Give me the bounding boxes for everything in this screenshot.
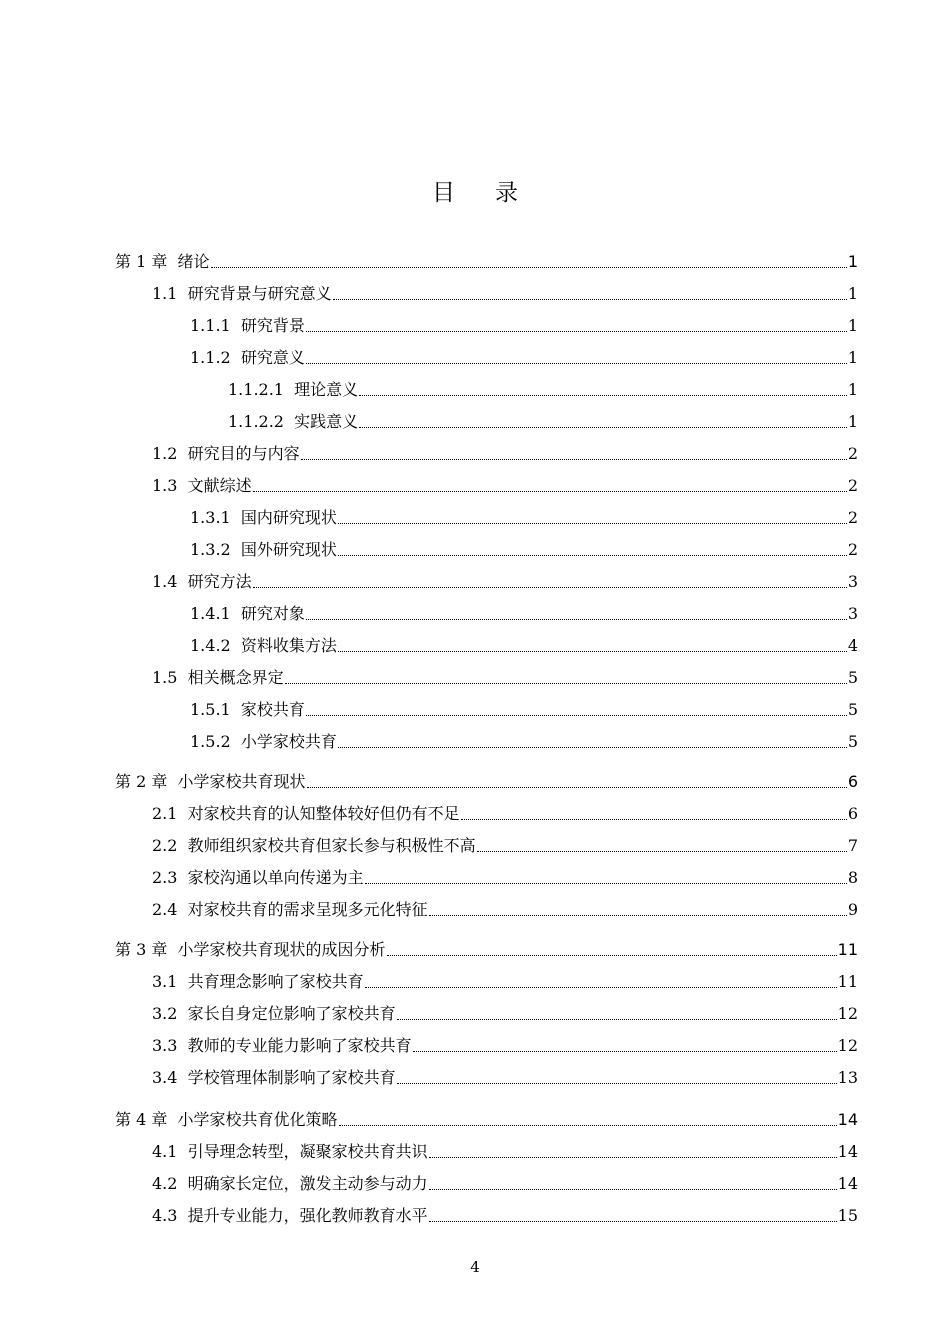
dot-leader	[333, 299, 847, 300]
toc-entry-page: 9	[847, 900, 858, 919]
toc-entry[interactable]	[152, 1140, 858, 1164]
dot-leader	[307, 787, 847, 788]
toc-entry[interactable]	[152, 1204, 858, 1228]
dot-leader	[359, 427, 847, 428]
toc-entry-page: 3	[847, 572, 858, 591]
toc-entry-page: 4	[847, 636, 858, 655]
toc-entry-number: 2.4	[152, 900, 188, 919]
dot-leader	[397, 1083, 837, 1084]
dot-leader	[365, 883, 847, 884]
toc-entry-page: 11	[837, 972, 858, 991]
toc-entry-page: 1	[847, 380, 858, 399]
toc-entry-number: 4.1	[152, 1142, 188, 1161]
toc-entry-label: 引导理念转型，凝聚家校共育共识	[187, 1142, 428, 1161]
toc-entry-page: 6	[847, 772, 858, 791]
toc-entry-page: 7	[847, 836, 858, 855]
toc-entry-page: 1	[847, 252, 858, 271]
toc-entry[interactable]	[190, 314, 858, 338]
toc-entry[interactable]	[152, 834, 858, 858]
toc-chapter-entry[interactable]	[115, 1108, 858, 1132]
toc-entry-label: 资料收集方法	[240, 636, 337, 655]
toc-entry-label: 实践意义	[294, 412, 359, 431]
toc-entry[interactable]	[152, 570, 858, 594]
toc-entry-label: 研究方法	[187, 572, 252, 591]
toc-entry[interactable]	[228, 410, 858, 434]
dot-leader	[211, 267, 847, 268]
toc-entry-number: 第 2 章	[115, 772, 178, 791]
dot-leader	[285, 683, 847, 684]
toc-entry-number: 1.3	[152, 476, 188, 495]
toc-entry-number: 1.3.2	[190, 540, 241, 559]
toc-entry[interactable]	[152, 666, 858, 690]
toc-entry-page: 2	[847, 444, 858, 463]
toc-entry[interactable]	[152, 1002, 858, 1026]
toc-entry-number: 3.2	[152, 1004, 188, 1023]
dot-leader	[253, 587, 847, 588]
toc-entry-label: 研究对象	[240, 604, 305, 623]
toc-entry-label: 绪论	[177, 252, 210, 271]
toc-entry[interactable]	[152, 474, 858, 498]
dot-leader	[429, 915, 847, 916]
toc-entry-page: 3	[847, 604, 858, 623]
dot-leader	[387, 955, 837, 956]
toc-entry-number: 1.1.2.2	[228, 412, 295, 431]
toc-entry-label: 研究目的与内容	[187, 444, 300, 463]
dot-leader	[306, 619, 847, 620]
dot-leader	[413, 1051, 837, 1052]
toc-entry-page: 2	[847, 508, 858, 527]
toc-entry[interactable]	[190, 506, 858, 530]
toc-entry[interactable]	[190, 602, 858, 626]
dot-leader	[306, 331, 847, 332]
toc-entry-label: 研究意义	[240, 348, 305, 367]
toc-entry-label: 理论意义	[294, 380, 359, 399]
toc-chapter-entry[interactable]	[115, 938, 858, 962]
toc-entry-page: 13	[837, 1068, 858, 1087]
toc-entry-page: 12	[837, 1004, 858, 1023]
dot-leader	[461, 819, 847, 820]
toc-entry-number: 第 4 章	[115, 1110, 178, 1129]
toc-entry-number: 第 1 章	[115, 252, 178, 271]
toc-entry-page: 12	[837, 1036, 858, 1055]
toc-entry-label: 共育理念影响了家校共育	[187, 972, 364, 991]
toc-entry-number: 2.1	[152, 804, 188, 823]
toc-entry-page: 14	[837, 1174, 858, 1193]
toc-entry-label: 提升专业能力，强化教师教育水平	[187, 1206, 428, 1225]
toc-entry-number: 3.1	[152, 972, 188, 991]
toc-entry[interactable]	[190, 730, 858, 754]
toc-entry-label: 小学家校共育优化策略	[177, 1110, 338, 1129]
dot-leader	[397, 1019, 837, 1020]
dot-leader	[338, 523, 847, 524]
toc-entry-number: 1.5.2	[190, 732, 241, 751]
toc-entry-page: 5	[847, 732, 858, 751]
dot-leader	[338, 747, 847, 748]
dot-leader	[429, 1221, 837, 1222]
toc-entry-label: 教师的专业能力影响了家校共育	[187, 1036, 412, 1055]
dot-leader	[429, 1189, 837, 1190]
toc-entry-page: 1	[847, 412, 858, 431]
toc-entry[interactable]	[152, 802, 858, 826]
toc-entry[interactable]	[152, 970, 858, 994]
toc-entry-label: 小学家校共育现状	[177, 772, 306, 791]
toc-entry-number: 1.1.2.1	[228, 380, 295, 399]
page-title	[0, 176, 950, 210]
dot-leader	[429, 1157, 837, 1158]
dot-leader	[306, 363, 847, 364]
toc-entry-label: 家长自身定位影响了家校共育	[187, 1004, 396, 1023]
toc-entry-page: 8	[847, 868, 858, 887]
page-number: 4	[470, 1258, 480, 1276]
toc-entry-page: 14	[837, 1110, 858, 1129]
toc-entry-label: 国外研究现状	[240, 540, 337, 559]
dot-leader	[301, 459, 847, 460]
toc-entry-number: 第 3 章	[115, 940, 178, 959]
toc-entry[interactable]	[152, 1066, 858, 1090]
toc-entry-label: 小学家校共育现状的成因分析	[177, 940, 386, 959]
toc-entry-number: 1.1.2	[190, 348, 241, 367]
toc-entry-label: 学校管理体制影响了家校共育	[187, 1068, 396, 1087]
toc-entry-number: 4.2	[152, 1174, 188, 1193]
toc-entry-label: 教师组织家校共育但家长参与积极性不高	[187, 836, 476, 855]
toc-entry-number: 1.5	[152, 668, 188, 687]
toc-entry-label: 对家校共育的需求呈现多元化特征	[187, 900, 428, 919]
title-char-left: 目	[432, 180, 455, 206]
toc-entry-page: 14	[837, 1142, 858, 1161]
toc-entry-number: 3.3	[152, 1036, 188, 1055]
toc-entry-page: 1	[847, 284, 858, 303]
toc-entry-label: 家校沟通以单向传递为主	[187, 868, 364, 887]
toc-entry[interactable]	[152, 866, 858, 890]
toc-entry-number: 1.1.1	[190, 316, 241, 335]
toc-entry[interactable]	[152, 442, 858, 466]
toc-entry[interactable]	[152, 1172, 858, 1196]
title-char-right: 录	[495, 180, 518, 206]
toc-entry-page: 6	[847, 804, 858, 823]
toc-entry-page: 2	[847, 540, 858, 559]
toc-entry-page: 15	[837, 1206, 858, 1225]
dot-leader	[365, 987, 837, 988]
toc-entry-number: 1.4	[152, 572, 188, 591]
toc-entry[interactable]	[190, 698, 858, 722]
toc-entry[interactable]	[228, 378, 858, 402]
toc-entry-number: 4.3	[152, 1206, 188, 1225]
toc-entry-label: 对家校共育的认知整体较好但仍有不足	[187, 804, 460, 823]
toc-entry-page: 5	[847, 668, 858, 687]
toc-entry-number: 2.3	[152, 868, 188, 887]
toc-entry-page: 11	[837, 940, 858, 959]
toc-entry-label: 家校共育	[240, 700, 305, 719]
toc-entry[interactable]	[152, 282, 858, 306]
toc-entry-number: 3.4	[152, 1068, 188, 1087]
toc-entry-page: 2	[847, 476, 858, 495]
dot-leader	[359, 395, 847, 396]
toc-entry-label: 国内研究现状	[240, 508, 337, 527]
dot-leader	[339, 1125, 837, 1126]
toc-entry[interactable]	[152, 898, 858, 922]
dot-leader	[338, 651, 847, 652]
toc-entry-number: 1.4.1	[190, 604, 241, 623]
toc-entry-label: 相关概念界定	[187, 668, 284, 687]
toc-entry-number: 2.2	[152, 836, 188, 855]
toc-entry-number: 1.3.1	[190, 508, 241, 527]
toc-entry-number: 1.4.2	[190, 636, 241, 655]
toc-entry-number: 1.5.1	[190, 700, 241, 719]
toc-entry[interactable]	[152, 1034, 858, 1058]
toc-entry-number: 1.1	[152, 284, 188, 303]
toc-entry[interactable]	[190, 538, 858, 562]
toc-entry-page: 1	[847, 316, 858, 335]
dot-leader	[477, 851, 847, 852]
toc-entry[interactable]	[190, 634, 858, 658]
toc-chapter-entry[interactable]	[115, 770, 858, 794]
dot-leader	[338, 555, 847, 556]
toc-entry-page: 1	[847, 348, 858, 367]
toc-entry-label: 明确家长定位，激发主动参与动力	[187, 1174, 428, 1193]
toc-entry-label: 文献综述	[187, 476, 252, 495]
toc-entry-page: 5	[847, 700, 858, 719]
toc-entry-label: 研究背景与研究意义	[187, 284, 332, 303]
dot-leader	[306, 715, 847, 716]
toc-entry[interactable]	[190, 346, 858, 370]
dot-leader	[253, 491, 847, 492]
toc-chapter-entry[interactable]	[115, 250, 858, 274]
toc-entry-number: 1.2	[152, 444, 188, 463]
toc-entry-label: 研究背景	[240, 316, 305, 335]
toc-entry-label: 小学家校共育	[240, 732, 337, 751]
